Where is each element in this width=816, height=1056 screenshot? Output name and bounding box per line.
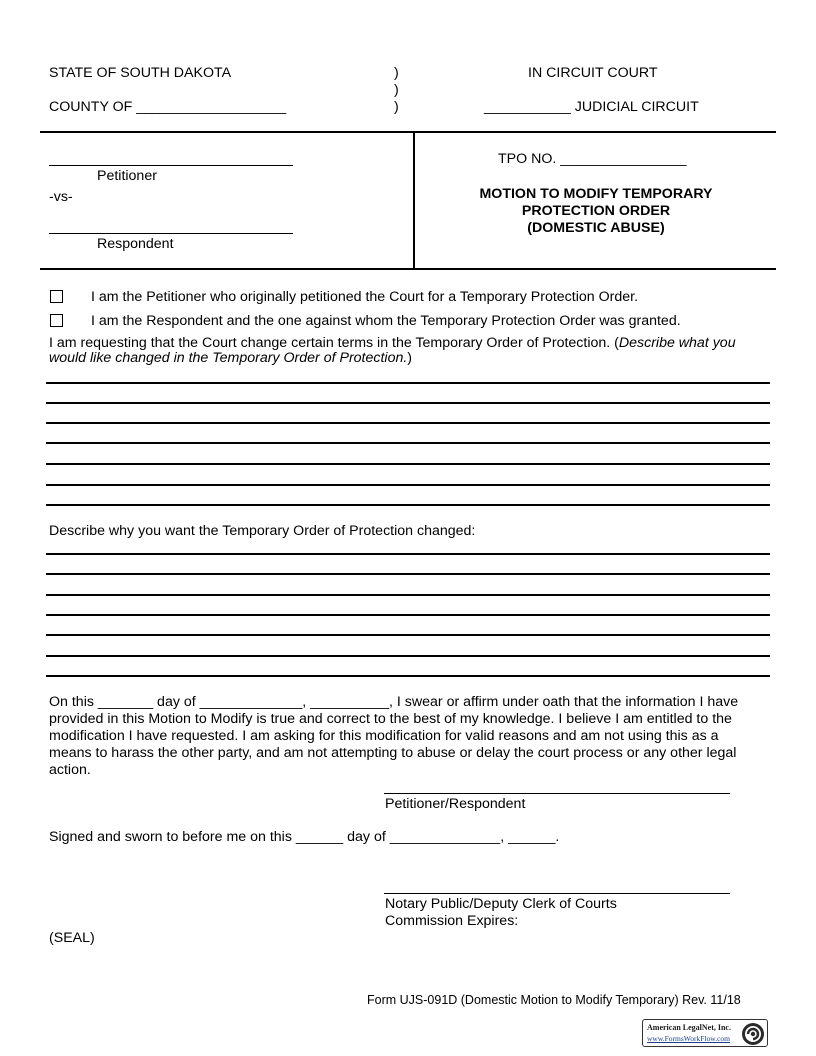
reason-answer-line[interactable]	[46, 634, 770, 636]
reason-answer-line[interactable]	[46, 675, 770, 677]
judicial-circuit-field[interactable]: ___________ JUDICIAL CIRCUIT	[484, 99, 699, 115]
caption-paren: )	[394, 65, 399, 81]
request-answer-line[interactable]	[46, 422, 770, 424]
form-id: Form UJS-091D (Domestic Motion to Modify Temporary) Rev. 11/18	[367, 993, 741, 1007]
request-answer-line[interactable]	[46, 484, 770, 486]
reason-answer-line[interactable]	[46, 614, 770, 616]
respondent-label: Respondent	[97, 236, 174, 252]
petitioner-name-line[interactable]	[49, 165, 293, 166]
request-answer-line[interactable]	[46, 402, 770, 404]
petitioner-label: Petitioner	[97, 168, 157, 184]
court-label: IN CIRCUIT COURT	[528, 65, 658, 81]
petitioner-checkbox[interactable]	[50, 290, 63, 303]
reason-answer-line[interactable]	[46, 573, 770, 575]
petitioner-signature-label: Petitioner/Respondent	[385, 796, 526, 812]
respondent-option-label: I am the Respondent and the one against whom the Temporary Protection Order was granted.	[91, 313, 681, 329]
request-statement: I am requesting that the Court change certain terms in the Temporary Order of Protection. (	[49, 335, 619, 351]
respondent-checkbox[interactable]	[50, 314, 63, 327]
form-title: (DOMESTIC ABUSE)	[527, 220, 665, 236]
oath-line: On this _______ day of _____________, __________, I swear or affirm under oath that the information I have	[49, 694, 739, 710]
caption-paren: )	[394, 99, 399, 115]
request-answer-line[interactable]	[46, 463, 770, 465]
formsworkflow-logo-icon	[741, 1022, 765, 1046]
petitioner-option-label: I am the Petitioner who originally petitioned the Court for a Temporary Protection Order.	[91, 289, 639, 305]
reason-label: Describe why you want the Temporary Order of Protection changed:	[49, 523, 476, 539]
request-text	[49, 335, 736, 351]
caption-bottom-rule	[40, 268, 776, 270]
petitioner-signature-line[interactable]	[384, 793, 730, 794]
reason-answer-line[interactable]	[46, 553, 770, 555]
form-title: MOTION TO MODIFY TEMPORARY	[479, 186, 713, 202]
sworn-statement: Signed and sworn to before me on this ______ day of ______________, ______.	[49, 829, 560, 845]
oath-line: modification I have requested. I am asking for this modification for valid reasons and am not using this as a	[49, 728, 719, 744]
request-hint: Describe what you	[618, 335, 736, 351]
state-label: STATE OF SOUTH DAKOTA	[49, 65, 232, 81]
vs-label: -vs-	[49, 189, 73, 205]
caption-divider	[413, 131, 415, 270]
request-answer-line[interactable]	[46, 504, 770, 506]
respondent-name-line[interactable]	[49, 233, 293, 234]
caption-top-rule	[40, 131, 776, 133]
commission-expires-label: Commission Expires:	[385, 913, 519, 929]
publisher-logo[interactable]	[642, 1019, 768, 1047]
logo-url[interactable]: www.FormsWorkFlow.com	[647, 1034, 731, 1043]
tpo-number-field[interactable]: TPO NO. ________________	[498, 151, 687, 167]
reason-answer-line[interactable]	[46, 594, 770, 596]
notary-label: Notary Public/Deputy Clerk of Courts	[385, 896, 617, 912]
logo-company: American LegalNet, Inc.	[647, 1023, 731, 1032]
request-text-cont	[49, 350, 412, 366]
request-hint: would like changed in the Temporary Order of Protection.	[49, 350, 408, 366]
seal-label: (SEAL)	[49, 930, 95, 946]
oath-line: means to harass the other party, and am not attempting to abuse or delay the court process or any other legal	[49, 745, 737, 761]
oath-line: action.	[49, 762, 91, 778]
caption-paren: )	[394, 82, 399, 98]
form-title: PROTECTION ORDER	[521, 203, 671, 219]
notary-signature-line[interactable]	[384, 893, 730, 894]
request-answer-line[interactable]	[46, 442, 770, 444]
request-answer-line[interactable]	[46, 382, 770, 384]
oath-paragraph	[49, 694, 769, 779]
reason-answer-line[interactable]	[46, 655, 770, 657]
oath-line: provided in this Motion to Modify is true and correct to the best of my knowledge. I believe I am entitled to the	[49, 711, 732, 727]
request-close: )	[407, 350, 413, 366]
county-field[interactable]: COUNTY OF ___________________	[49, 99, 287, 115]
